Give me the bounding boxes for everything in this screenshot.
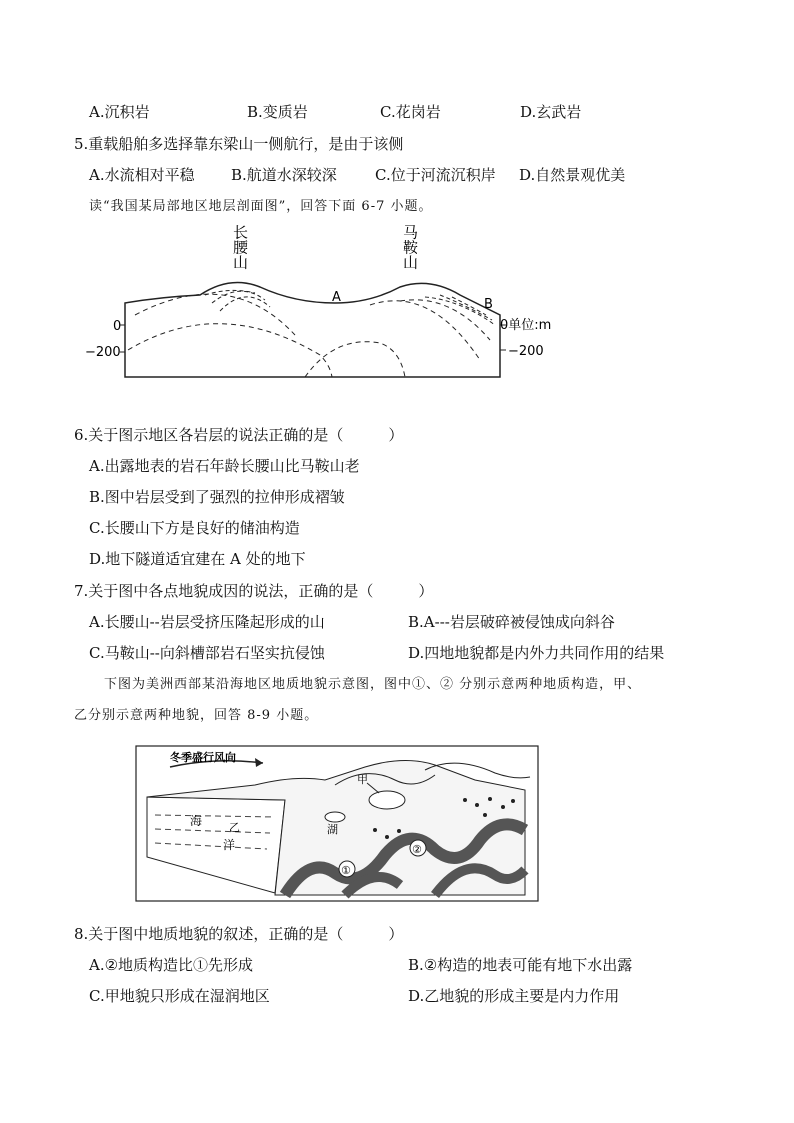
label-right-unit: 0单位:m bbox=[500, 318, 552, 333]
q5-option-d: D.自然景观优美 bbox=[519, 166, 626, 184]
q6-option-a: A.出露地表的岩石年龄长腰山比马鞍山老 bbox=[89, 457, 360, 475]
q7-stem: 7.关于图中各点地貌成因的说法，正确的是（ ） bbox=[74, 582, 434, 600]
q8-option-a: A.②地质构造比①先形成 bbox=[89, 956, 254, 974]
q7-option-b: B.A---岩层破碎被侵蚀成向斜谷 bbox=[408, 613, 615, 631]
label-left-mountain: 长腰山 bbox=[231, 225, 249, 270]
q8-option-c: C.甲地貌只形成在湿润地区 bbox=[89, 987, 270, 1005]
intro-6-7: 读“我国某局部地区地层剖面图”，回答下面 6-7 小题。 bbox=[89, 199, 433, 214]
label-jia: 甲 bbox=[357, 773, 368, 786]
label-structure-1: ① bbox=[341, 864, 351, 877]
label-yi: 乙 bbox=[229, 821, 240, 834]
q5-option-c: C.位于河流沉积岸 bbox=[375, 166, 496, 184]
q6-option-c: C.长腰山下方是良好的储油构造 bbox=[89, 519, 300, 537]
q7-option-c: C.马鞍山--向斜槽部岩石坚实抗侵蚀 bbox=[89, 644, 325, 662]
q4-option-c: C.花岗岩 bbox=[380, 103, 441, 121]
label-b: B bbox=[484, 297, 493, 312]
label-yang: 洋 bbox=[223, 838, 236, 852]
q6-option-d: D.地下隧道适宜建在 A 处的地下 bbox=[89, 550, 306, 568]
label-a: A bbox=[332, 290, 341, 305]
q7-option-d: D.四地地貌都是内外力共同作用的结果 bbox=[408, 644, 665, 662]
q7-option-a: A.长腰山--岩层受挤压隆起形成的山 bbox=[89, 613, 325, 631]
label-hu: 湖 bbox=[327, 823, 338, 836]
intro-8-9-line1: 下图为美洲西部某沿海地区地质地貌示意图，图中①、② 分别示意两种地质构造，甲、 bbox=[104, 677, 642, 692]
q5-option-a: A.水流相对平稳 bbox=[89, 166, 195, 184]
q5-option-b: B.航道水深较深 bbox=[231, 166, 337, 184]
label-right-minus200: −200 bbox=[508, 344, 544, 359]
label-wind: 冬季盛行风向 bbox=[170, 751, 236, 764]
intro-8-9-line2: 乙分别示意两种地貌，回答 8-9 小题。 bbox=[74, 708, 319, 723]
q8-option-b: B.②构造的地表可能有地下水出露 bbox=[408, 956, 633, 974]
label-structure-2: ② bbox=[412, 843, 422, 856]
label-right-mountain: 马鞍山 bbox=[401, 225, 419, 270]
q4-option-b: B.变质岩 bbox=[247, 103, 308, 121]
q8-stem: 8.关于图中地质地貌的叙述，正确的是（ ） bbox=[74, 925, 404, 943]
q6-stem: 6.关于图示地区各岩层的说法正确的是（ ） bbox=[74, 426, 404, 444]
q5-stem: 5.重载船舶多选择靠东梁山一侧航行，是由于该侧 bbox=[74, 135, 404, 153]
label-left-minus200: −200 bbox=[85, 345, 121, 360]
label-hai: 海 bbox=[190, 814, 203, 828]
q8-option-d: D.乙地貌的形成主要是内力作用 bbox=[408, 987, 620, 1005]
coastal-block-diagram bbox=[135, 745, 540, 903]
q4-option-a: A.沉积岩 bbox=[89, 103, 150, 121]
q4-option-d: D.玄武岩 bbox=[520, 103, 582, 121]
label-left-zero: 0 bbox=[113, 319, 122, 334]
stratum-profile-figure bbox=[80, 225, 580, 385]
q6-option-b: B.图中岩层受到了强烈的拉伸形成褶皱 bbox=[89, 488, 345, 506]
